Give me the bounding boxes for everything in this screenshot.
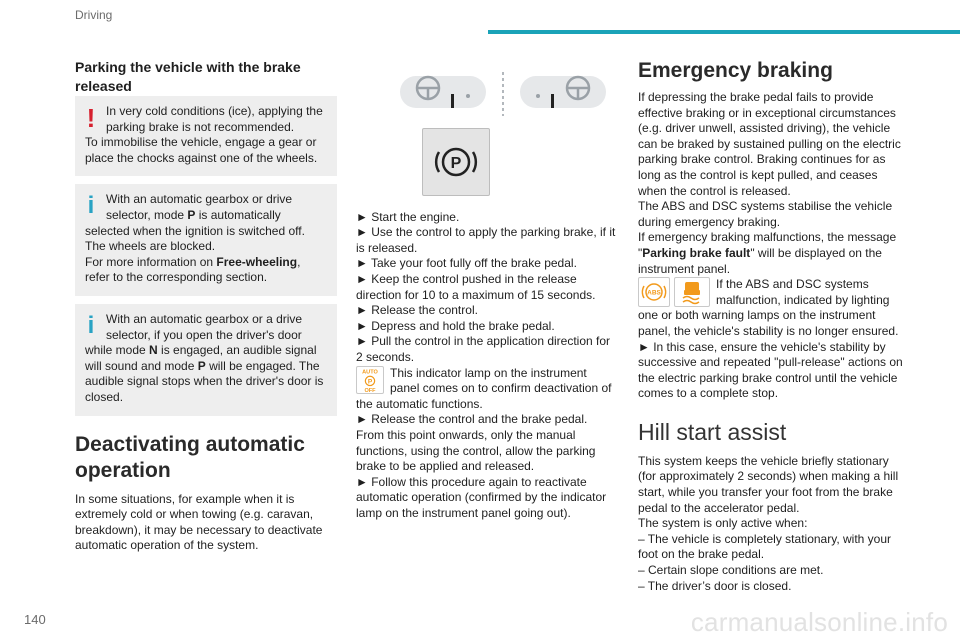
indicator-row bbox=[356, 366, 618, 413]
abs-dsc-row bbox=[638, 277, 906, 339]
note-text: selector, mode P is automatically selected when the ignition is switched off. The wheels are blocked. bbox=[85, 207, 305, 254]
note-text: selector, if you open the driver's door while mode N is engaged, an audible signal will sound and mode P will be engaged. The audible signal stops when the driver's door is closed. bbox=[85, 327, 324, 404]
note-text: parking brake is not recommended. bbox=[106, 119, 295, 134]
step: From this point onwards, only the manual functions, using the control, allow the parking brake to be applied and released. bbox=[356, 427, 596, 474]
note-text: To immobilise the vehicle, engage a gear or place the chocks against one of the wheels. bbox=[85, 135, 318, 165]
step: ► Release the control and the brake pedal. bbox=[356, 412, 588, 427]
running-header-section: Driving bbox=[75, 8, 113, 22]
left-column bbox=[75, 58, 337, 554]
hill-start-heading: Hill start assist bbox=[638, 418, 787, 445]
deactivating-heading: Deactivating automatic operation bbox=[75, 432, 305, 482]
emergency-para: The ABS and DSC systems stabilise the vehicle during emergency braking. bbox=[638, 199, 893, 229]
note-text: In very cold conditions (ice), applying the bbox=[106, 104, 323, 118]
step: ► Follow this procedure again to reactivate automatic operation (confirmed by the indicator lamp on the instrument panel going out). bbox=[356, 474, 607, 520]
header-accent-bar bbox=[488, 30, 960, 34]
hill-only: The system is only active when: bbox=[638, 516, 808, 531]
deactivating-paragraph: In some situations, for example when it is extremely cold or when towing (e.g. caravan, breakdown), it may be necessary to deactivate automatic operation of the system. bbox=[75, 491, 323, 553]
hill-para: This system keeps the vehicle briefly stationary (for approximately 2 seconds) when making a hill start, while you transfer your foot from the brake pedal to the accelerator pedal. bbox=[638, 453, 899, 515]
svg-text:AUTO: AUTO bbox=[362, 369, 378, 376]
svg-text:OFF: OFF bbox=[364, 387, 376, 394]
page-number: 140 bbox=[24, 612, 46, 627]
step: ► Release the control. bbox=[356, 303, 478, 318]
right-column bbox=[638, 58, 906, 594]
parking-brake-icon bbox=[423, 129, 489, 195]
auto-p-off-indicator-icon bbox=[356, 366, 384, 394]
warning-exclamation-icon: ! bbox=[86, 103, 96, 133]
emergency-para: If depressing the brake pedal fails to provide effective braking or in exceptional circumstances (e.g. driver unwell, assisted driving), the vehicle can be braked by sustained pulling on the electric parking brake control. Braking continues for as long as the control is kept pulled, and ceases when the control is released. bbox=[638, 90, 901, 198]
hill-item: – The vehicle is completely stationary, with your foot on the brake pedal. bbox=[638, 531, 892, 562]
svg-text:ABS: ABS bbox=[647, 289, 661, 297]
info-icon: i bbox=[87, 311, 95, 339]
indicator-text: This indicator lamp on the instrument panel comes on to confirm deactivation of the automatic functions. bbox=[356, 365, 612, 411]
step: ► Start the engine. bbox=[356, 209, 460, 224]
middle-column bbox=[356, 70, 618, 521]
step: ► Depress and hold the brake pedal. bbox=[356, 318, 555, 333]
deactivation-steps bbox=[356, 210, 618, 522]
parking-brake-button-illustration bbox=[422, 128, 490, 196]
step: ► Take your foot fully off the brake pedal. bbox=[356, 256, 577, 271]
emergency-braking-heading: Emergency braking bbox=[638, 59, 833, 82]
step: ► Pull the control in the application direction for 2 seconds. bbox=[356, 334, 611, 364]
steering-wheel-illustration bbox=[398, 70, 608, 118]
parking-heading: Parking the vehicle with the brake released bbox=[75, 59, 301, 94]
parking-brake-glyph: P bbox=[450, 155, 462, 172]
note-text: With an automatic gearbox or drive bbox=[106, 192, 293, 207]
watermark: carmanualsonline.info bbox=[690, 607, 948, 637]
step: ► Use the control to apply the parking brake, if it is released. bbox=[356, 225, 616, 255]
note-text: With an automatic gearbox or a drive bbox=[106, 311, 303, 326]
step: ► Keep the control pushed in the release direction for 10 to a maximum of 15 seconds. bbox=[356, 271, 596, 302]
emergency-para: If emergency braking malfunctions, the message "Parking brake fault" will be displayed on the instrument panel. bbox=[638, 230, 897, 276]
info-note-mode-p bbox=[75, 184, 337, 296]
abs-step: ► In this case, ensure the vehicle's stability by successive and repeated "pull-release" actions on the electric parking brake control until the vehicle comes to a complete stop. bbox=[638, 339, 903, 401]
abs-dsc-text: If the ABS and DSC systems malfunction, indicated by lighting one or both warning lamps on the instrument panel, the vehicle's stability is no longer ensured. bbox=[638, 277, 899, 338]
info-note-mode-n bbox=[75, 304, 337, 416]
dsc-stability-icon bbox=[674, 277, 710, 307]
note-text: For more information on Free-wheeling, refer to the corresponding section. bbox=[85, 254, 301, 285]
abs-warning-icon bbox=[638, 277, 670, 307]
warning-note-cold bbox=[75, 96, 337, 176]
info-icon: i bbox=[87, 192, 95, 220]
hill-item: – Certain slope conditions are met. bbox=[638, 563, 824, 578]
hill-item: – The driver’s door is closed. bbox=[638, 578, 792, 593]
svg-text:P: P bbox=[367, 377, 373, 385]
